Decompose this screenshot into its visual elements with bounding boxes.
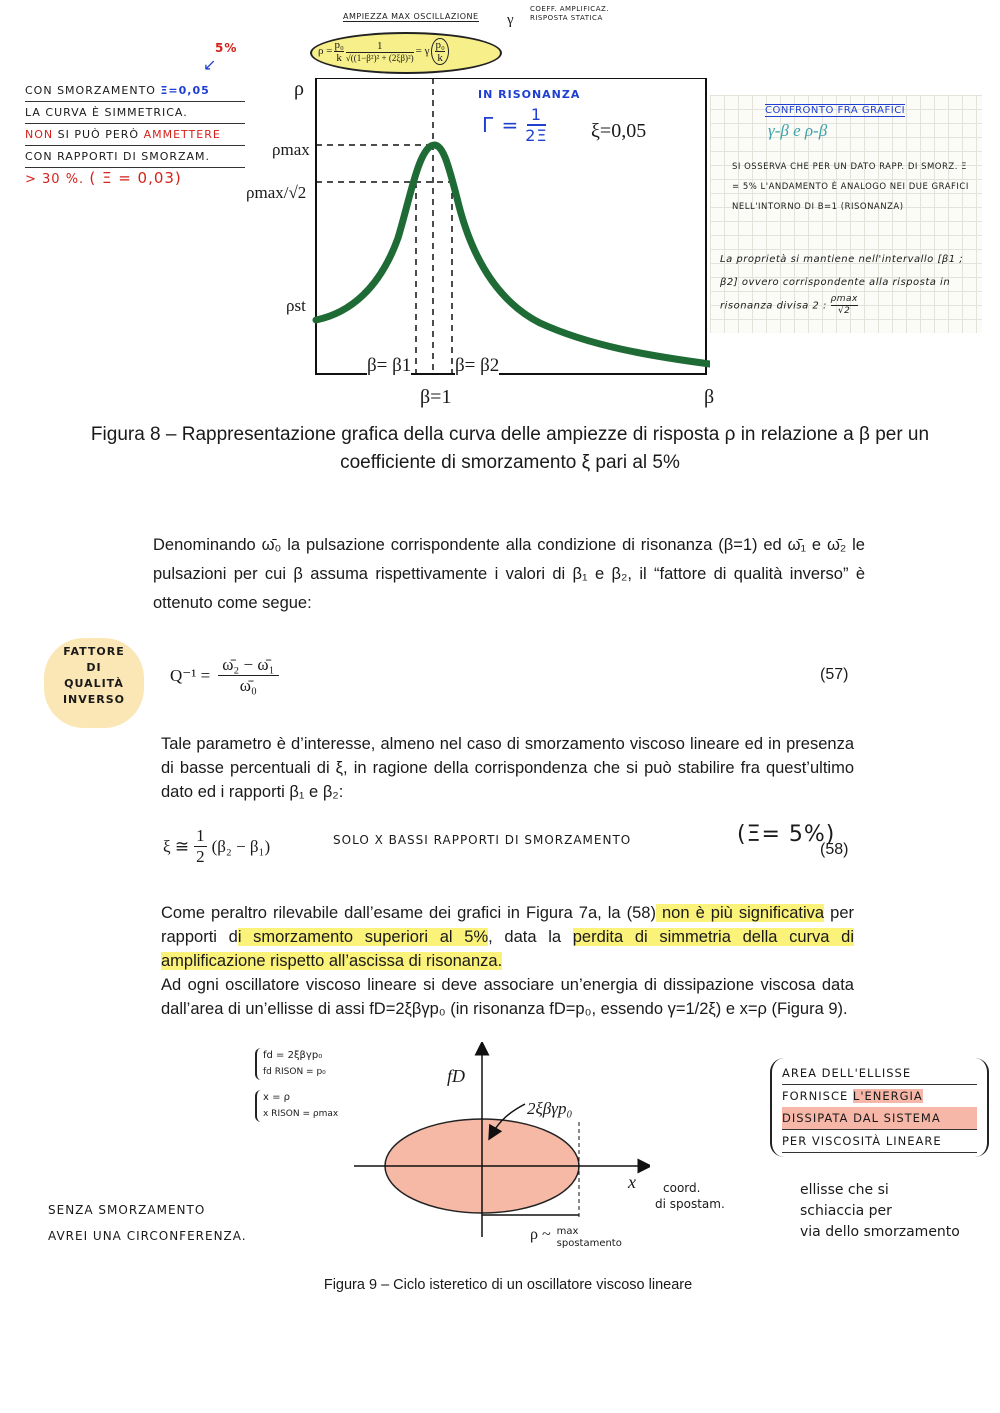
eq58-note: SOLO X BASSI RAPPORTI DI SMORZAMENTO <box>333 833 632 847</box>
comparison-den: √2 <box>837 306 851 316</box>
figure9-caption: Figura 9 – Ciclo isteretico di un oscillatore viscoso lineare <box>323 1277 693 1293</box>
rho-eq: ρ = <box>318 45 333 57</box>
p0-over-k <box>334 39 343 64</box>
k: k <box>336 51 342 64</box>
arrow-icon: ↙ <box>203 57 217 74</box>
hysteresis-plot <box>350 1042 650 1242</box>
beta-one-label: β=1 <box>420 386 452 408</box>
gamma-k: k <box>437 51 443 64</box>
y-axis-label: ρ <box>294 78 304 100</box>
brace-2 <box>255 1090 365 1122</box>
ellipse-note-line1: ellisse che si <box>800 1182 889 1198</box>
eq58-half-num: 1 <box>196 826 205 845</box>
axis-note-label: 2ξβγp₀ <box>527 1099 573 1118</box>
response-curve <box>316 145 710 364</box>
ellipse-note-line3: via dello smorzamento <box>800 1224 960 1240</box>
rho-note-line1: max <box>556 1226 579 1237</box>
energy-box-line2: FORNISCE L'ENERGIA <box>782 1089 923 1103</box>
gamma-p0: p₀ <box>435 38 445 51</box>
figure8-caption: Figura 8 – Rappresentazione grafica della curva delle ampiezze di risposta ρ in relazione a β per un coefficiente di smorzamento ξ pari al 5% <box>90 424 930 473</box>
resonance-den: 2Ξ <box>525 126 548 145</box>
comparison-num: ρmax <box>830 294 858 304</box>
eq58-half-den: 2 <box>196 847 205 866</box>
eq57-den: ω̄₀ <box>239 676 257 695</box>
rho-formula <box>318 33 498 69</box>
xi-label: ξ=0,05 <box>591 120 647 142</box>
eq57-lhs: Q⁻¹ = <box>170 665 211 685</box>
brace2-line1: x = ρ <box>263 1092 291 1103</box>
eq57-num: ω̄₂ − ω̄₁ <box>218 655 278 676</box>
eq57-number: (57) <box>820 666 849 683</box>
equation-58 <box>163 826 270 867</box>
para3-t3: , data la <box>488 928 573 946</box>
rho-note-line2: spostamento <box>556 1238 622 1249</box>
badge-line1: FATTORE <box>63 645 125 658</box>
rho-note-text <box>557 1226 622 1250</box>
coef-label <box>530 5 609 23</box>
inverse-quality-badge <box>44 638 144 728</box>
five-percent-note: 5% <box>215 41 238 55</box>
rho-max-label: ρmax <box>272 140 310 159</box>
equals-gamma: = γ <box>415 45 430 57</box>
brace1-line2: fd RISON = p₀ <box>263 1067 326 1077</box>
brace1-line1: fd = 2ξβγp₀ <box>263 1050 323 1061</box>
comparison-p2-text: La proprietà si mantiene nell'intervallo [β1 ; β2] ovvero corrispondente alla risposta in risonanza divisa 2 : <box>720 254 964 312</box>
denominator: √((1−β²)² + (2ξβ)²) <box>345 52 414 63</box>
brace-notes <box>255 1048 365 1122</box>
x-note-line1: coord. <box>663 1181 701 1195</box>
para3-highlight1: non è più significativa <box>655 904 825 922</box>
energy-box <box>770 1058 989 1157</box>
rho-note <box>530 1226 622 1250</box>
comparison-p1: SI OSSERVA CHE PER UN DATO RAPP. DI SMORZ. Ξ = 5% L'ANDAMENTO È ANALOGO NEI DUE GRAFICI NELL'INTORNO DI Β=1 (RISONANZA) <box>732 162 969 212</box>
one: 1 <box>346 40 414 53</box>
comparison-subtitle: γ-β e ρ-β <box>768 121 828 140</box>
no-damping-note <box>48 1197 247 1249</box>
x-note <box>655 1180 725 1212</box>
note-line4: CON RAPPORTI DI SMORZAM. <box>25 146 245 168</box>
paragraph-3 <box>161 901 854 1021</box>
brace-1 <box>255 1048 365 1080</box>
resonance-num: 1 <box>527 105 546 126</box>
note-line3: NON SI PUÒ PERÒ AMMETTERE <box>25 124 245 146</box>
comparison-title: CONFRONTO FRA GRAFICI <box>765 105 906 116</box>
eq58-number: (58) <box>820 841 849 858</box>
badge-line4: INVERSO <box>62 693 126 706</box>
para3-highlight2: i smorzamento superiori al 5% <box>237 928 489 946</box>
note-line1: CON SMORZAMENTO Ξ=0,05 <box>25 80 245 102</box>
fd-label: fD <box>447 1066 465 1086</box>
beta1-label: β= β1 <box>367 355 412 376</box>
para3-highlight4: amplificazione rispetto all’ascissa di risonanza. <box>161 952 503 970</box>
gamma-static <box>431 38 448 65</box>
eq58-half <box>194 826 207 867</box>
paragraph-2: Tale parametro è d’interesse, almeno nel caso di smorzamento viscoso lineare ed in presenza di basse percentuali di ξ, in ragione della corrispondenza che si può stabilire fra quest’ultimo dato ed i rapporti β₁ e β₂: <box>161 735 854 801</box>
resonance-note: IN RISONANZA <box>478 88 581 101</box>
x-axis-label: β <box>704 386 715 408</box>
resonance-lhs: Γ = <box>482 113 520 137</box>
para3-t2: per rapporti d <box>161 904 854 946</box>
eq58-note-paren: (Ξ= 5%) <box>737 822 836 847</box>
no-damping-line1: SENZA SMORZAMENTO <box>48 1203 206 1217</box>
rho-st-label: ρst <box>286 296 306 315</box>
no-damping-line2: AVREI UNA CIRCONFERENZA. <box>48 1229 247 1243</box>
coef-line1: COEFF. AMPLIFICAZ. <box>530 5 609 13</box>
energy-box-line1: AREA DELL'ELLISSE <box>782 1062 977 1085</box>
x-note-line2: di spostam. <box>655 1197 725 1211</box>
brace2-line2: x RISON = ρmax <box>263 1109 339 1119</box>
p0: p₀ <box>334 38 344 51</box>
paragraph-1: Denominando ω̄₀ la pulsazione corrispondente alla condizione di risonanza (β=1) ed ω̄₁ e ω̄₂ le pulsazioni per cui β assuma rispettivamente i valori di β₁ e β₂, il “fattore di qualità inverso” è ottenuto come segue: <box>153 536 865 612</box>
energy-box-line4: PER VISCOSITÀ LINEARE <box>782 1130 977 1153</box>
amplitude-label: AMPIEZZA MAX OSCILLAZIONE <box>343 12 479 21</box>
para3-highlight3: perdita di simmetria della curva di <box>572 928 854 946</box>
equation-57 <box>170 655 279 696</box>
eq58-rhs: (β₂ − β₁) <box>211 836 271 856</box>
gamma-symbol: γ <box>507 12 514 28</box>
coef-line2: RISPOSTA STATICA <box>530 14 603 22</box>
rho-max-sqrt2-label: ρmax/√2 <box>246 183 307 202</box>
dynamic-factor <box>346 40 414 63</box>
ellipse-note-line2: schiaccia per <box>800 1203 892 1219</box>
comparison-frac <box>831 294 858 317</box>
eq58-lhs: ξ ≅ <box>163 836 190 856</box>
comparison-p2 <box>720 248 975 318</box>
rho-note-label: ρ ~ <box>530 1226 551 1243</box>
energy-box-line3: DISSIPATA DAL SISTEMA <box>782 1107 977 1130</box>
badge-line3: QUALITÀ <box>64 677 124 690</box>
beta2-label: β= β2 <box>455 355 500 376</box>
ellipse-note <box>800 1180 960 1243</box>
badge-line2: DI <box>86 661 102 674</box>
note-line2: LA CURVA È SIMMETRICA. <box>25 102 245 124</box>
x-label: x <box>628 1172 636 1192</box>
left-notes <box>25 80 245 190</box>
eq57-fraction <box>218 655 278 696</box>
para3-t4: Ad ogni oscillatore viscoso lineare si deve associare un’energia di dissipazione viscosa data dall’area di un’ellisse di assi fD=2ξβγp₀ (in risonanza fD=p₀, essendo γ=1/2ξ) e x=ρ (Figura 9). <box>161 976 854 1018</box>
comparison-note <box>710 95 982 333</box>
resonance-formula <box>482 105 548 145</box>
para3-t1: Come peraltro rilevabile dall’esame dei grafici in Figura 7a, la (58) <box>161 904 656 922</box>
note-line5: > 30 %. ( Ξ = 0,03) <box>25 169 182 187</box>
resonance-frac <box>525 105 547 145</box>
